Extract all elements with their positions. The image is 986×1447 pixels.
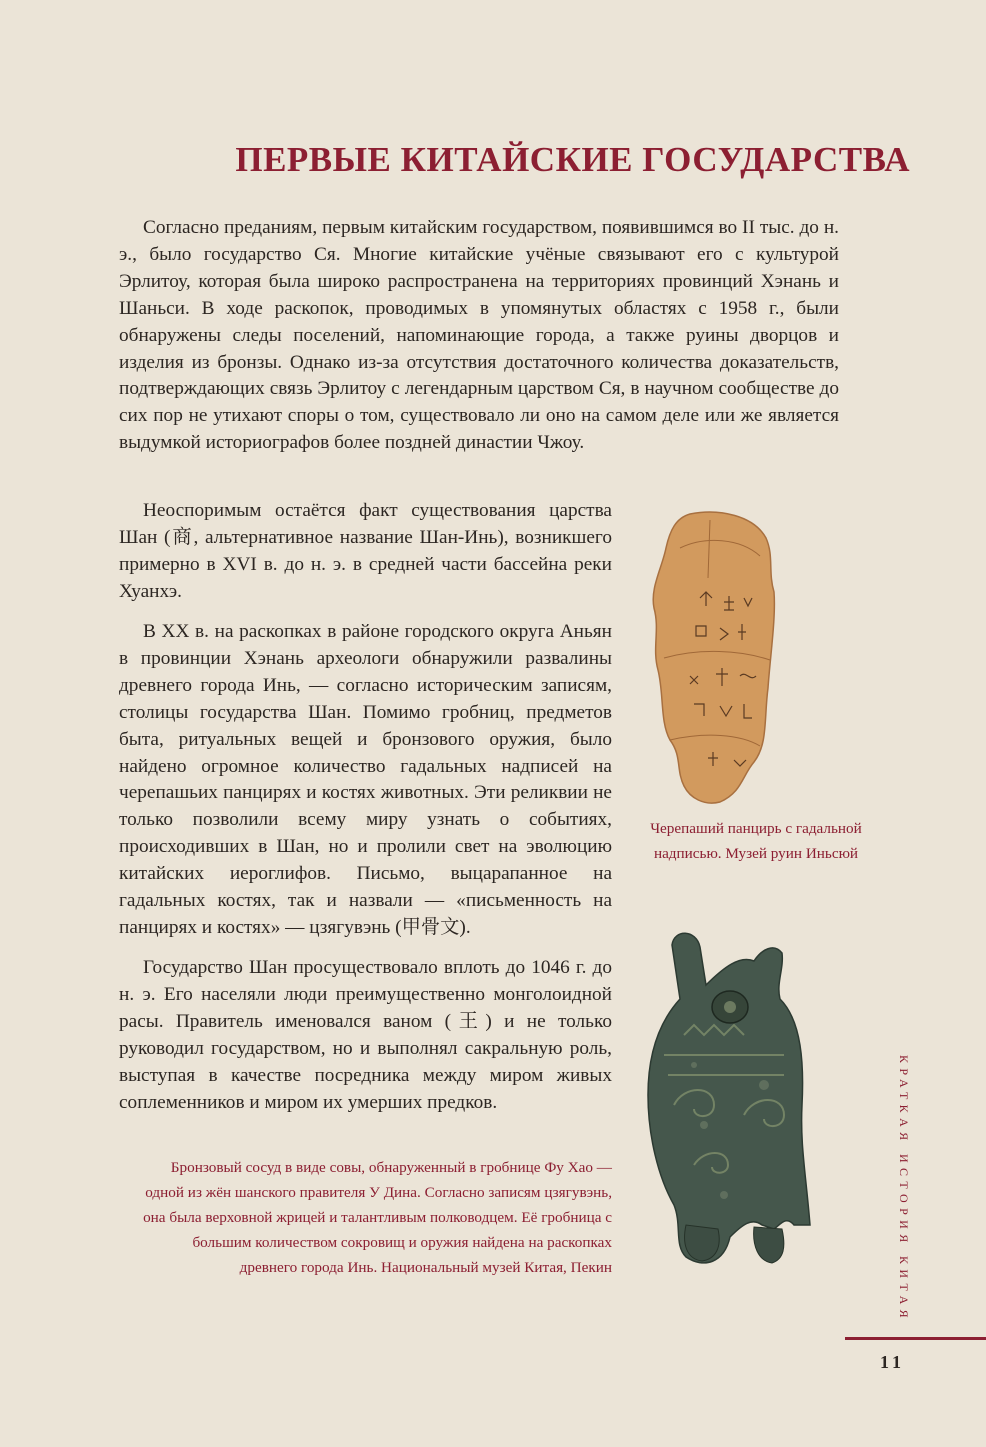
book-title-vertical: КРАТКАЯ ИСТОРИЯ КИТАЯ (897, 1055, 911, 1324)
shell-caption: Черепаший панцирь с гадальной надписью. Музей руин Иньсюй (650, 820, 862, 862)
bronze-owl-image (634, 925, 818, 1275)
owl-caption: Бронзовый сосуд в виде совы, обнаруженный в гробнице Фу Хао — одной из жён шанского правителя У Дина. Согласно записям цзягувэнь, она была верховной жрицей и талантливым полководцем. Её гробница с большим количеством сокровищ и оружия найдена на раскопках древнего города Инь. Национальный музей Китая, Пекин (143, 1159, 612, 1276)
paragraph-xia: Согласно преданиям, первым китайским государством, появившимся во II тыс. до н. э., было государство Ся. Многие китайские учёные связывают его с культурой Эрлитоу, которая была широко распространена на территориях провинций Хэнань и Шаньси. В ходе раскопок, проводимых в упомянутых областях с 1958 г., были обнаружены следы поселений, напоминающие города, а также руины дворцов и изделия из бронзы. Однако из-за отсутствия достаточного количества доказательств, подтверждающих связь Эрлитоу с легендарным царством Ся, в научном сообществе до сих пор не утихают споры о том, существовало ли оно на самом деле или же является выдумкой историографов более поздней династии Чжоу. (119, 217, 839, 454)
footer-rule (845, 1337, 986, 1340)
paragraph-shang-intro: Неоспоримым остаётся факт существования царства Шан (商, альтернативное название Шан-Инь), возникшего примерно в XVI в. до н. э. в средней части бассейна реки Хуанхэ. (119, 500, 612, 602)
page-title: ПЕРВЫЕ КИТАЙСКИЕ ГОСУДАРСТВА (235, 140, 910, 179)
paragraph-shang-state: Государство Шан просуществовало вплоть до 1046 г. до н. э. Его населяли люди преимущественно монголоидной расы. Правитель именовался ваном (王) и не только руководил государством, но и выполнял сакральную роль, выступая в качестве посредника между миром живых соплеменников и миром их умерших предков. (119, 957, 612, 1113)
page-number: 11 (880, 1352, 906, 1372)
paragraph-yin-excavation: В XX в. на раскопках в районе городского округа Аньян в провинции Хэнань археологи обнаружили развалины древнего города Инь, — согласно историческим записям, столицы государства Шан. Помимо гробниц, предметов быта, ритуальных вещей и бронзового оружия, было найдено огромное количество гадальных надписей на черепашьих панцирях и костях животных. Эти реликвии не только позволили всему миру узнать о событиях, происходивших в Шан, но и пролили свет на эволюцию китайских иероглифов. Письмо, выцарапанное на гадальных костях, так и назвали — «письменность на панцирях и костях» — цзягувэнь (甲骨文). (119, 621, 612, 938)
turtle-shell-image (650, 508, 776, 808)
